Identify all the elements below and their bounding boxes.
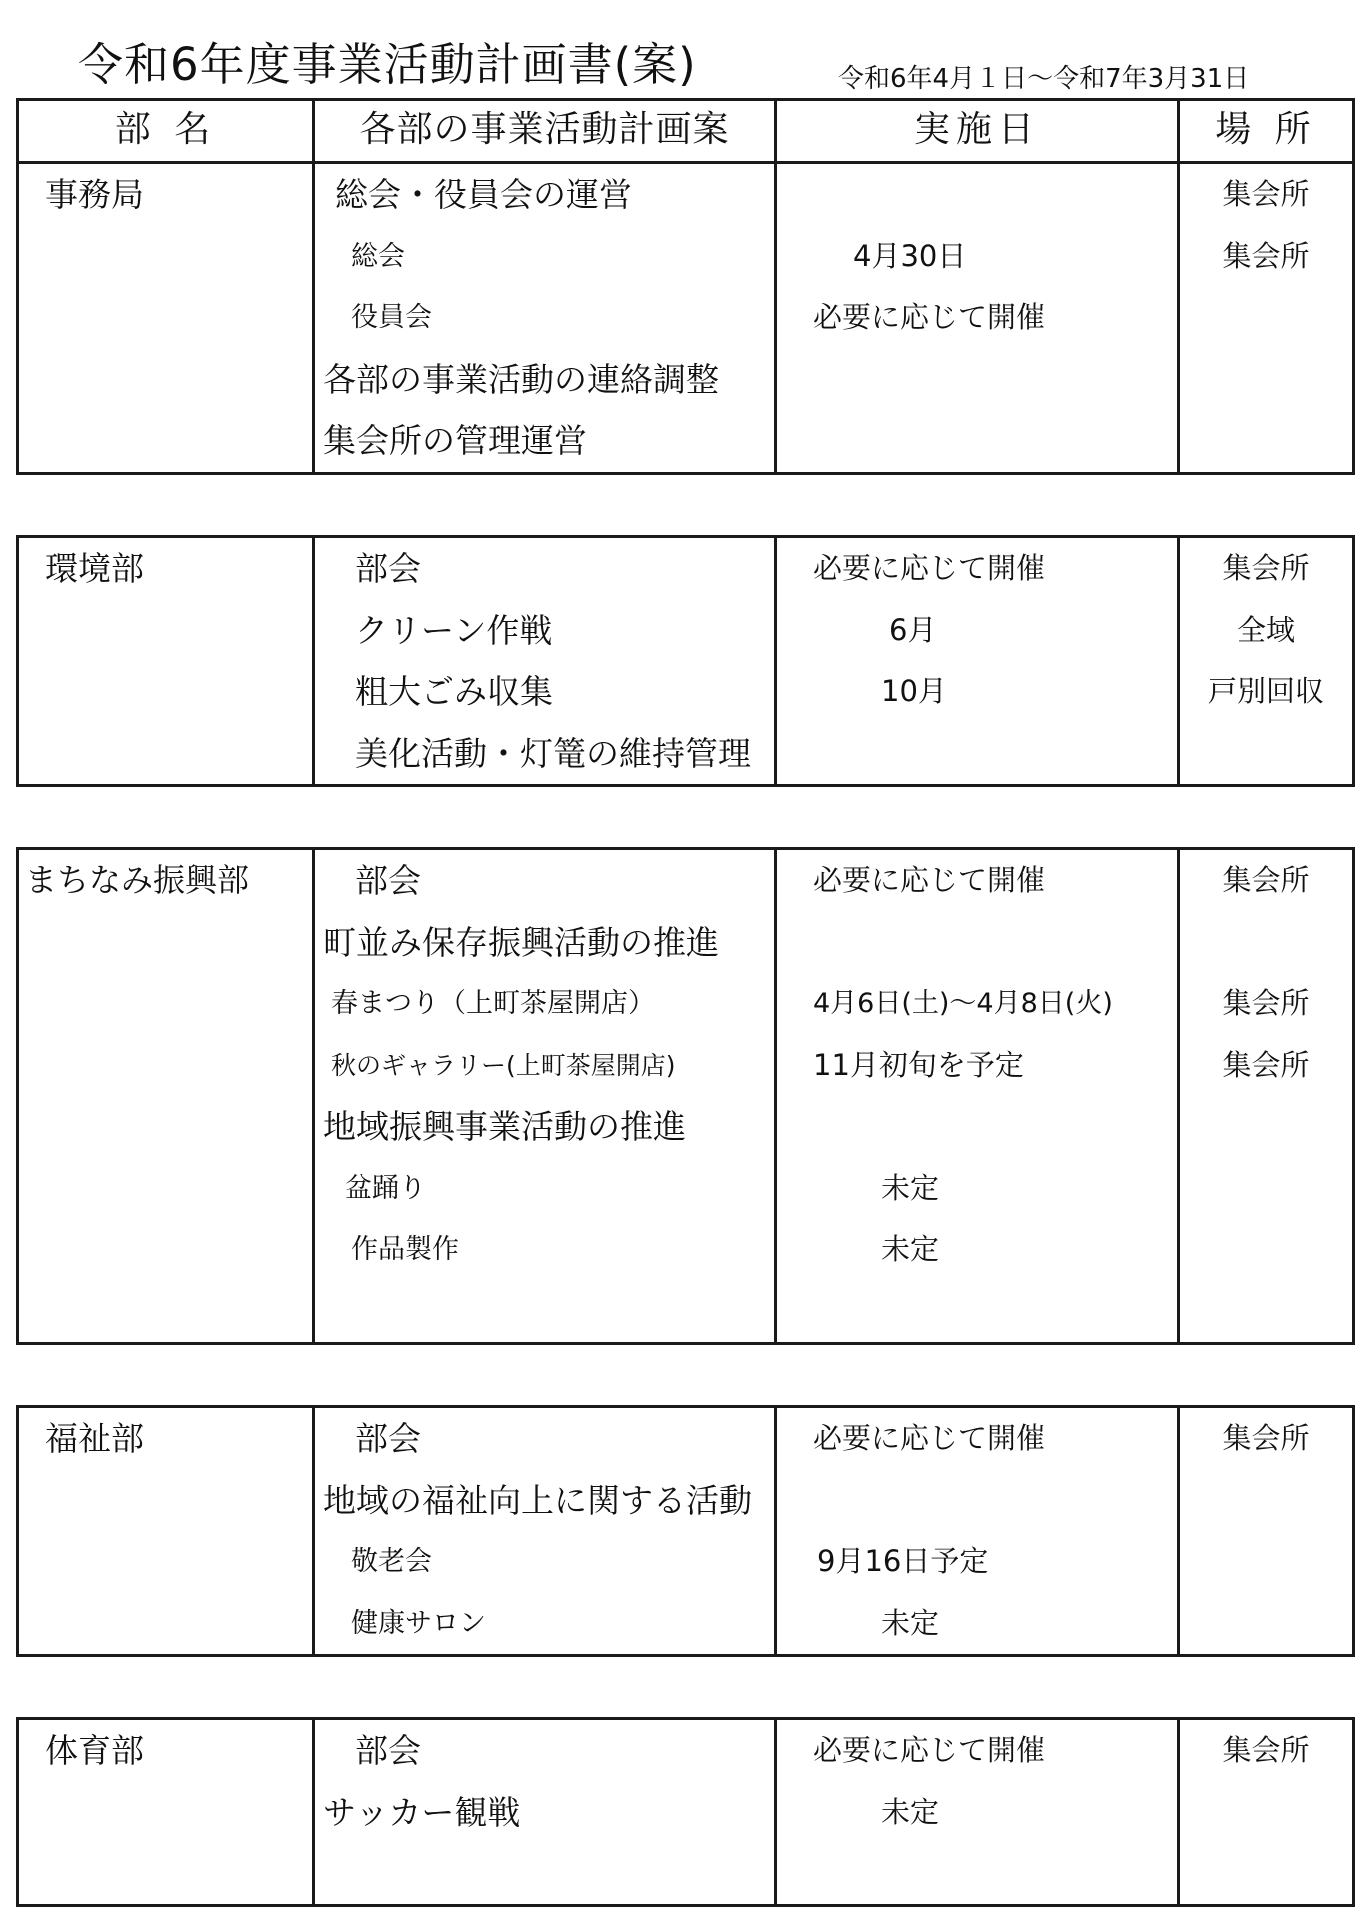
dept-name: 事務局 — [45, 175, 144, 214]
place-value — [1180, 1096, 1352, 1158]
place-value: 集会所 — [1222, 986, 1310, 1020]
date-cell — [776, 1407, 1179, 1656]
date-value — [777, 1096, 1177, 1158]
place-value: 集会所 — [1222, 1047, 1310, 1082]
section-row — [18, 537, 1354, 786]
place-value: 全域 — [1236, 612, 1295, 647]
place-value — [1180, 723, 1352, 785]
header-date: 実施日 — [776, 100, 1179, 163]
section-spacer — [18, 1344, 1354, 1407]
plan-item: 盆踊り — [345, 1172, 426, 1204]
dept-name: まちなみ振興部 — [25, 861, 250, 899]
header-row — [18, 100, 1354, 163]
date-cell — [776, 849, 1179, 1344]
plan-item: 地域の福祉向上に関する活動 — [323, 1480, 752, 1520]
plan-item: 秋のギャラリー(上町茶屋開店) — [331, 1050, 676, 1080]
date-value: 未定 — [881, 1605, 940, 1640]
dept-name: 環境部 — [45, 549, 144, 588]
place-value: 集会所 — [1222, 551, 1310, 585]
place-cell — [1179, 849, 1354, 1344]
date-value: 必要に応じて開催 — [813, 1733, 1046, 1767]
date-value: 10月 — [881, 674, 947, 708]
place-value — [1180, 912, 1352, 974]
dept-cell — [18, 537, 314, 786]
date-value: 必要に応じて開催 — [813, 300, 1046, 334]
header-place: 場 所 — [1179, 100, 1354, 163]
place-cell — [1179, 1407, 1354, 1656]
plan-item: クリーン作戦 — [355, 610, 553, 650]
place-value — [1180, 349, 1352, 411]
plan-cell — [314, 1719, 776, 1906]
plan-item: 部会 — [355, 549, 421, 588]
date-value — [777, 349, 1177, 411]
dept-cell — [18, 849, 314, 1344]
plan-item: 部会 — [355, 1419, 421, 1458]
place-value — [1180, 1219, 1352, 1281]
document-title: 令和6年度事業活動計画書(案) — [78, 38, 697, 91]
header-dept: 部 名 — [18, 100, 314, 163]
date-cell — [776, 1719, 1179, 1906]
plan-item: 各部の事業活動の連絡調整 — [323, 359, 719, 399]
dept-name: 体育部 — [45, 1731, 144, 1770]
place-value — [1180, 287, 1352, 349]
date-value — [777, 1470, 1177, 1532]
section-row — [18, 849, 1354, 1344]
section-row — [18, 163, 1354, 474]
plan-cell — [314, 849, 776, 1344]
place-value: 戸別回収 — [1207, 674, 1324, 708]
section-spacer — [18, 474, 1354, 537]
date-value: 9月16日予定 — [817, 1544, 989, 1578]
date-value: 4月30日 — [853, 238, 967, 273]
dept-cell — [18, 1719, 314, 1906]
place-value — [1180, 1782, 1352, 1844]
plan-item: 総会・役員会の運営 — [335, 175, 632, 214]
place-value: 集会所 — [1222, 238, 1310, 273]
date-value: 必要に応じて開催 — [813, 551, 1046, 585]
plan-item: 粗大ごみ収集 — [355, 672, 553, 711]
place-value — [1180, 1531, 1352, 1593]
plan-item: 役員会 — [351, 302, 432, 333]
date-value: 未定 — [881, 1232, 940, 1266]
date-value: 必要に応じて開催 — [813, 863, 1046, 897]
date-cell — [776, 163, 1179, 474]
dept-cell — [18, 1407, 314, 1656]
place-value — [1180, 1593, 1352, 1655]
plan-item: 部会 — [355, 1731, 421, 1770]
section-spacer — [18, 786, 1354, 849]
plan-item: 美化活動・灯篭の維持管理 — [355, 733, 751, 773]
place-value: 集会所 — [1222, 1733, 1310, 1767]
place-value — [1180, 410, 1352, 472]
date-value — [777, 723, 1177, 785]
plan-item: 集会所の管理運営 — [323, 421, 587, 460]
plan-item: 町並み保存振興活動の推進 — [323, 922, 719, 962]
date-value: 未定 — [881, 1170, 940, 1205]
fiscal-period: 令和6年4月１日～令和7年3月31日 — [838, 64, 1250, 94]
plan-cell — [314, 1407, 776, 1656]
plan-item: サッカー観戦 — [323, 1792, 521, 1832]
place-value — [1180, 1470, 1352, 1532]
plan-item: 作品製作 — [351, 1234, 459, 1265]
date-value — [777, 164, 1177, 226]
date-value: 未定 — [881, 1794, 940, 1829]
dept-name: 福祉部 — [45, 1419, 144, 1458]
plan-item: 総会 — [351, 240, 405, 272]
plan-item: 健康サロン — [351, 1607, 486, 1639]
section-row — [18, 1407, 1354, 1656]
place-cell — [1179, 1719, 1354, 1906]
date-value: 4月6日(土)～4月8日(火) — [813, 988, 1113, 1019]
plan-cell — [314, 163, 776, 474]
date-cell — [776, 537, 1179, 786]
place-value: 集会所 — [1222, 177, 1310, 211]
date-value — [777, 912, 1177, 974]
plan-cell — [314, 537, 776, 786]
section-row — [18, 1719, 1354, 1906]
plan-item: 部会 — [355, 861, 421, 900]
section-spacer — [18, 1656, 1354, 1719]
plan-item: 地域振興事業活動の推進 — [323, 1107, 686, 1146]
date-value: 11月初旬を予定 — [813, 1047, 1024, 1082]
header-plan: 各部の事業活動計画案 — [314, 100, 776, 163]
place-value: 集会所 — [1222, 863, 1310, 897]
place-cell — [1179, 537, 1354, 786]
place-cell — [1179, 163, 1354, 474]
date-value — [777, 410, 1177, 472]
plan-item: 春まつり（上町茶屋開店） — [331, 988, 655, 1019]
plan-item: 敬老会 — [351, 1546, 432, 1577]
date-value: 6月 — [889, 612, 937, 647]
place-value: 集会所 — [1222, 1421, 1310, 1455]
activity-plan-table — [16, 98, 1355, 1907]
date-value: 必要に応じて開催 — [813, 1421, 1046, 1455]
dept-cell — [18, 163, 314, 474]
place-value — [1180, 1158, 1352, 1220]
